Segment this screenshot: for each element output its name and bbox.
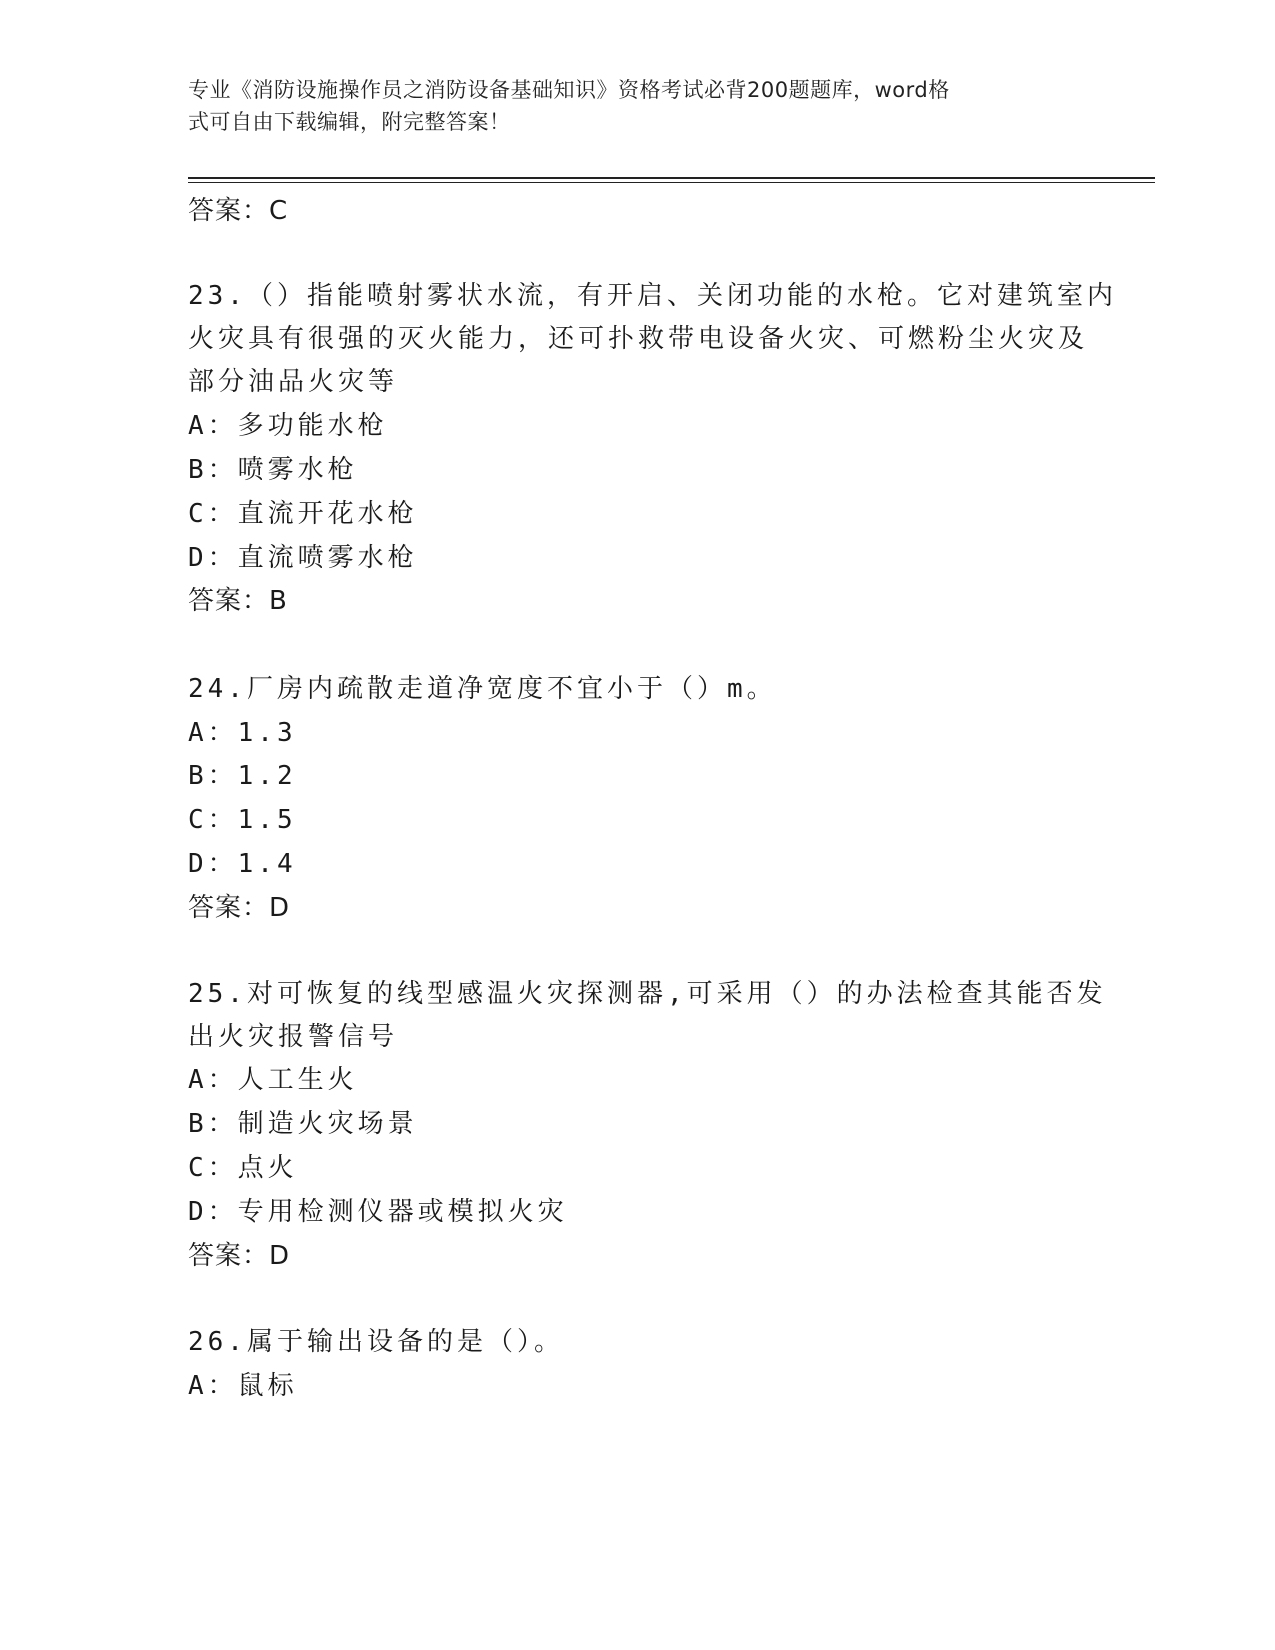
document-header — [188, 74, 1078, 138]
answer-23: 答案：B — [188, 586, 288, 616]
question-25-line-1: 25.对可恢复的线型感温火灾探测器,可采用（）的办法检查其能否发 — [188, 979, 1107, 1009]
answer-22: 答案：C — [188, 196, 289, 226]
answer-25: 答案：D — [188, 1241, 291, 1271]
question-23-option-d: D：直流喷雾水枪 — [188, 543, 418, 573]
question-24-option-c: C：1.5 — [188, 805, 297, 835]
header-line-1: 专业《消防设施操作员之消防设备基础知识》资格考试必背200题题库，word格 — [188, 78, 950, 102]
question-26-line-1: 26.属于输出设备的是（）。 — [188, 1327, 564, 1357]
question-24-option-b: B：1.2 — [188, 761, 297, 791]
answer-24: 答案：D — [188, 893, 291, 923]
question-24-line-1: 24.厂房内疏散走道净宽度不宜小于（）m。 — [188, 674, 777, 704]
question-25-option-b: B：制造火灾场景 — [188, 1109, 418, 1139]
question-25-option-a: A：人工生火 — [188, 1065, 358, 1095]
question-25-line-2: 出火灾报警信号 — [188, 1022, 399, 1052]
question-24-option-a: A：1.3 — [188, 718, 297, 748]
question-23-option-c: C：直流开花水枪 — [188, 499, 418, 529]
question-25-option-c: C：点火 — [188, 1153, 298, 1183]
question-25-option-d: D：专用检测仪器或模拟火灾 — [188, 1197, 568, 1227]
question-26-option-a: A：鼠标 — [188, 1371, 298, 1401]
question-23-option-a: A：多功能水枪 — [188, 411, 388, 441]
header-line-2: 式可自由下载编辑，附完整答案！ — [188, 110, 511, 134]
question-23-line-2: 火灾具有很强的灭火能力，还可扑救带电设备火灾、可燃粉尘火灾及 — [188, 324, 1089, 354]
question-23-line-1: 23.（）指能喷射雾状水流，有开启、关闭功能的水枪。它对建筑室内 — [188, 281, 1117, 311]
question-23-line-3: 部分油品火灾等 — [188, 367, 399, 397]
question-23-option-b: B：喷雾水枪 — [188, 455, 358, 485]
header-divider-thin — [188, 182, 1155, 183]
header-divider-thick — [188, 177, 1155, 179]
question-24-option-d: D：1.4 — [188, 849, 297, 879]
